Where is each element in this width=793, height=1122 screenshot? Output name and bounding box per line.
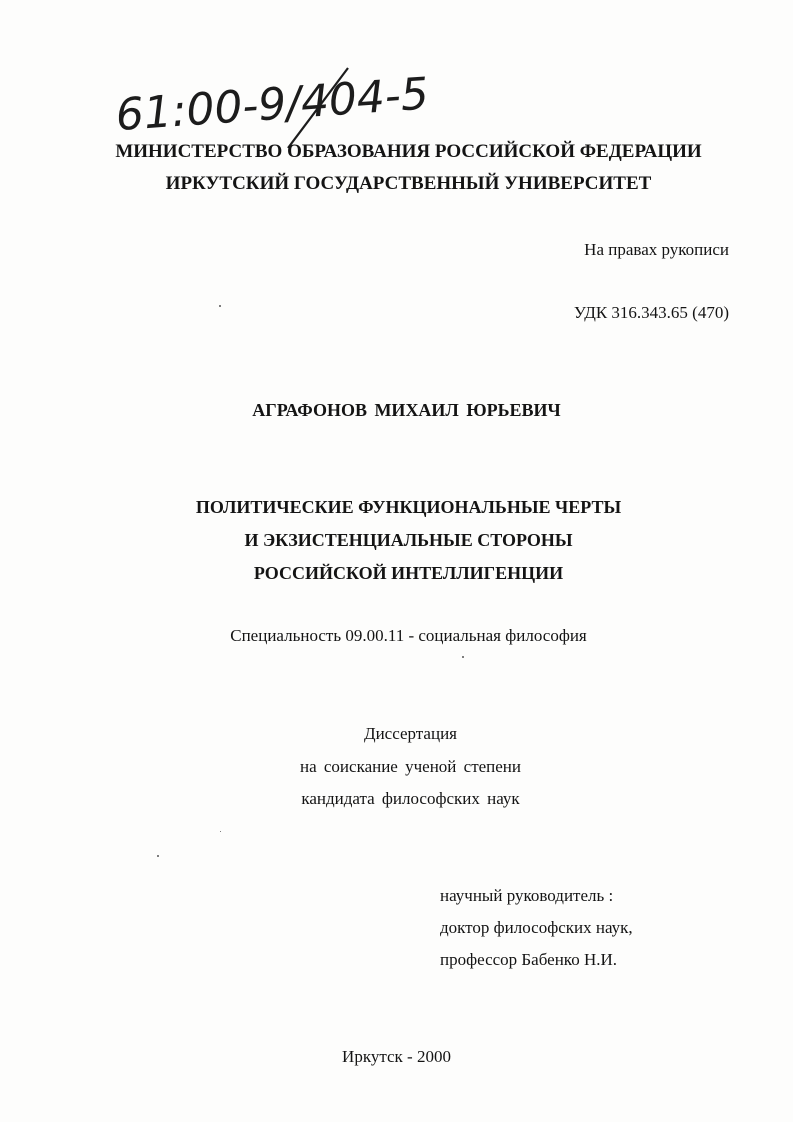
scan-speck <box>220 831 221 832</box>
author-name: АГРАФОНОВ МИХАИЛ ЮРЬЕВИЧ <box>252 400 561 420</box>
manuscript-rights-note: На правах рукописи <box>584 240 729 259</box>
dissertation-title-line: РОССИЙСКОЙ ИНТЕЛЛИГЕНЦИИ <box>253 563 564 583</box>
udk-code: УДК 316.343.65 (470) <box>573 303 729 322</box>
supervisor-line: доктор философских наук, <box>440 918 633 937</box>
scan-speck <box>219 305 221 307</box>
scan-speck <box>462 656 464 658</box>
dissertation-title-line: ПОЛИТИЧЕСКИЕ ФУНКЦИОНАЛЬНЫЕ ЧЕРТЫ <box>195 497 622 517</box>
handwritten-code-drawing <box>112 62 462 152</box>
handwritten-code-text: 61:00-9/404-5 <box>114 68 431 142</box>
dissertation-title-line: И ЭКЗИСТЕНЦИАЛЬНЫЕ СТОРОНЫ <box>244 530 573 550</box>
handwritten-archive-code <box>112 62 462 152</box>
city-year: Иркутск - 2000 <box>342 1047 451 1066</box>
specialty-line: Специальность 09.00.11 - социальная философия <box>230 626 587 645</box>
supervisor-line: научный руководитель : <box>440 886 614 905</box>
dissertation-type-line: кандидата философских наук <box>301 789 520 808</box>
scan-speck <box>157 855 159 857</box>
university-heading: ИРКУТСКИЙ ГОСУДАРСТВЕННЫЙ УНИВЕРСИТЕТ <box>165 173 652 194</box>
ministry-heading: МИНИСТЕРСТВО ОБРАЗОВАНИЯ РОССИЙСКОЙ ФЕДЕРАЦИИ <box>115 141 702 162</box>
dissertation-type-line: на соискание ученой степени <box>299 757 522 776</box>
dissertation-type-line: Диссертация <box>363 724 457 743</box>
supervisor-line: профессор Бабенко Н.И. <box>440 950 617 969</box>
